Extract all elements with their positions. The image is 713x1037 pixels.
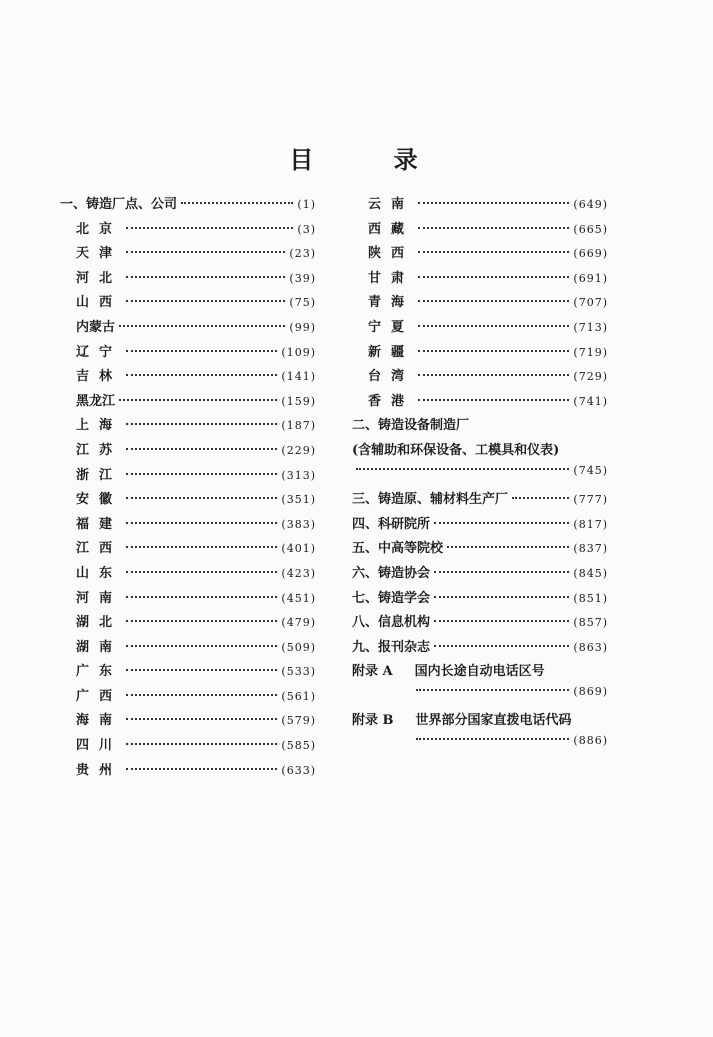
- toc-entry-page: (141): [281, 370, 316, 384]
- toc-entry-page: (509): [281, 640, 316, 654]
- toc-entry-page: (187): [281, 419, 316, 433]
- toc-entry[interactable]: [352, 562, 608, 587]
- leader-dots: [416, 738, 569, 740]
- toc-entry-name: 浙江: [76, 467, 123, 483]
- toc-entry[interactable]: [60, 414, 316, 439]
- leader-dots: [119, 399, 277, 401]
- toc-entry-page: (845): [573, 566, 608, 580]
- toc-entry-name: 河北: [76, 270, 123, 286]
- toc-entry[interactable]: [60, 390, 316, 415]
- leader-dots: [434, 645, 569, 647]
- toc-entry-page: (719): [573, 345, 608, 359]
- toc-entry-page: (585): [281, 739, 316, 753]
- toc-entry-name: 内蒙古: [76, 319, 116, 335]
- toc-entry[interactable]: [352, 537, 608, 562]
- toc-entry-page: (479): [281, 616, 316, 630]
- toc-entry[interactable]: [352, 267, 608, 292]
- toc-entry-page: (533): [281, 665, 316, 679]
- toc-entry-name: 陕西: [368, 246, 415, 262]
- toc-left-column: [60, 193, 316, 783]
- toc-entry-page: (713): [573, 320, 608, 334]
- toc-entry-page: (863): [573, 640, 608, 654]
- leader-dots: [418, 325, 569, 327]
- leader-dots: [416, 689, 569, 691]
- toc-entry-page: (741): [573, 394, 608, 408]
- toc-entry[interactable]: [60, 562, 316, 587]
- toc-entry-page: (99): [289, 320, 316, 334]
- toc-entry-page: (886): [573, 734, 608, 748]
- toc-entry[interactable]: [60, 488, 316, 513]
- toc-right-column: [352, 193, 608, 759]
- toc-entry-page: (857): [573, 616, 608, 630]
- toc-entry[interactable]: [60, 365, 316, 390]
- toc-entry[interactable]: [352, 218, 608, 243]
- toc-entry-appendix-b-page[interactable]: [352, 734, 608, 759]
- toc-entry[interactable]: [60, 660, 316, 685]
- toc-entry[interactable]: [60, 218, 316, 243]
- toc-entry[interactable]: [60, 341, 316, 366]
- leader-dots: [418, 374, 569, 376]
- toc-entry-section2-page[interactable]: [352, 464, 608, 489]
- toc-entry[interactable]: [352, 488, 608, 513]
- toc-entry-name: 新疆: [368, 344, 415, 360]
- toc-entry-page: (23): [289, 247, 316, 261]
- leader-dots: [418, 202, 569, 204]
- leader-dots: [126, 300, 285, 302]
- leader-dots: [356, 468, 569, 470]
- toc-entry-page: (451): [281, 591, 316, 605]
- leader-dots: [126, 350, 277, 352]
- toc-entry-appendix-b[interactable]: [352, 709, 608, 734]
- toc-entry-name: 北京: [76, 221, 123, 237]
- toc-entry-name: 六、铸造协会: [352, 565, 431, 581]
- toc-entry-page: (3): [297, 222, 316, 236]
- toc-entry-name: 福建: [76, 516, 123, 532]
- leader-dots: [126, 645, 277, 647]
- leader-dots: [126, 768, 277, 770]
- leader-dots: [126, 473, 277, 475]
- toc-entry-name: 台湾: [368, 369, 415, 385]
- toc-entry-name: 七、铸造学会: [352, 590, 431, 606]
- toc-entry[interactable]: [352, 242, 608, 267]
- toc-entry-name: 贵州: [76, 762, 123, 778]
- toc-entry-name: 一、铸造厂点、公司: [60, 197, 178, 212]
- toc-entry[interactable]: [60, 611, 316, 636]
- leader-dots: [418, 227, 569, 229]
- leader-dots: [126, 546, 277, 548]
- toc-entry[interactable]: [60, 513, 316, 538]
- toc-entry-page: (851): [573, 591, 608, 605]
- toc-entry-page: (869): [573, 684, 608, 698]
- toc-entry-name: 天津: [76, 246, 123, 262]
- toc-entry-name: 三、铸造原、辅材料生产厂: [352, 492, 509, 508]
- toc-entry-page: (669): [573, 247, 608, 261]
- toc-entry-name: 黑龙江: [76, 393, 116, 409]
- toc-entry-name: 湖北: [76, 615, 123, 631]
- toc-entry-name: 安徽: [76, 492, 123, 508]
- toc-entry-page: (229): [281, 443, 316, 457]
- leader-dots: [126, 251, 285, 253]
- toc-entry-name: 河南: [76, 590, 123, 606]
- toc-entry[interactable]: [352, 193, 608, 218]
- toc-entry[interactable]: [60, 685, 316, 710]
- toc-entry-name: 八、信息机构: [352, 615, 431, 631]
- toc-entry[interactable]: [352, 636, 608, 661]
- leader-dots: [418, 350, 569, 352]
- toc-entry-page: (39): [289, 271, 316, 285]
- leader-dots: [181, 202, 293, 204]
- toc-entry-name: 四川: [76, 738, 123, 754]
- toc-entry-name: 江西: [76, 541, 123, 557]
- toc-entry-name: 辽宁: [76, 344, 123, 360]
- toc-entry-name: 甘肃: [368, 270, 415, 286]
- toc-entry-page: (159): [281, 394, 316, 408]
- leader-dots: [418, 300, 569, 302]
- leader-dots: [126, 620, 277, 622]
- toc-entry-subtitle: (含辅助和环保设备、工模具和仪表): [352, 442, 560, 458]
- toc-entry[interactable]: [352, 513, 608, 538]
- appendix-title: 国内长途自动电话区号: [414, 664, 545, 680]
- leader-dots: [434, 620, 569, 622]
- toc-entry-name: 江苏: [76, 442, 123, 458]
- toc-entry-page: (579): [281, 714, 316, 728]
- toc-entry-name: 宁夏: [368, 319, 415, 335]
- leader-dots: [434, 571, 569, 573]
- toc-entry-page: (817): [573, 517, 608, 531]
- toc-entry-name: 西藏: [368, 221, 415, 237]
- toc-entry[interactable]: [60, 537, 316, 562]
- toc-entry[interactable]: [60, 759, 316, 784]
- appendix-title: 世界部分国家直拨电话代码: [415, 713, 572, 729]
- toc-entry[interactable]: [352, 365, 608, 390]
- leader-dots: [126, 374, 277, 376]
- toc-entry-name: 广西: [76, 688, 123, 704]
- toc-entry-page: (561): [281, 689, 316, 703]
- leader-dots: [126, 718, 277, 720]
- toc-entry-name: 二、铸造设备制造厂: [352, 418, 470, 434]
- toc-entry[interactable]: [60, 193, 316, 218]
- leader-dots: [126, 423, 277, 425]
- toc-entry[interactable]: [352, 291, 608, 316]
- toc-entry-page: (729): [573, 370, 608, 384]
- toc-entry-name: 山西: [76, 295, 123, 311]
- leader-dots: [126, 448, 277, 450]
- toc-entry-page: (75): [289, 296, 316, 310]
- leader-dots: [126, 694, 277, 696]
- toc-entry-page: (401): [281, 542, 316, 556]
- leader-dots: [434, 522, 569, 524]
- toc-entry[interactable]: [60, 291, 316, 316]
- toc-entry[interactable]: [352, 611, 608, 636]
- toc-entry-page: (423): [281, 566, 316, 580]
- toc-entry-name: 海南: [76, 713, 123, 729]
- toc-entry[interactable]: [60, 267, 316, 292]
- toc-entry-page: (837): [573, 542, 608, 556]
- toc-entry-page: (1): [297, 198, 316, 211]
- toc-entry-appendix-a-page[interactable]: [352, 685, 608, 710]
- leader-dots: [119, 325, 285, 327]
- leader-dots: [418, 276, 569, 278]
- toc-entry[interactable]: [352, 316, 608, 341]
- toc-entry[interactable]: [60, 464, 316, 489]
- leader-dots: [418, 399, 569, 401]
- toc-entry[interactable]: [60, 242, 316, 267]
- leader-dots: [126, 522, 277, 524]
- toc-entry[interactable]: [352, 341, 608, 366]
- toc-entry[interactable]: [352, 390, 608, 415]
- leader-dots: [126, 227, 293, 229]
- toc-entry-page: (383): [281, 517, 316, 531]
- leader-dots: [434, 596, 569, 598]
- page-title: 目 录: [289, 145, 454, 174]
- toc-entry[interactable]: [60, 636, 316, 661]
- toc-entry-name: 广东: [76, 664, 123, 680]
- appendix-label: 附录 B: [352, 713, 394, 729]
- toc-entry-page: (707): [573, 296, 608, 310]
- leader-dots: [512, 497, 569, 499]
- toc-entry-section2-sub: [352, 439, 608, 464]
- toc-entry-page: (691): [573, 271, 608, 285]
- toc-entry[interactable]: [60, 709, 316, 734]
- toc-entry-appendix-a[interactable]: [352, 660, 608, 685]
- toc-entry-name: 吉林: [76, 369, 123, 385]
- toc-entry[interactable]: [60, 734, 316, 759]
- toc-entry-page: (351): [281, 493, 316, 507]
- toc-entry-page: (633): [281, 763, 316, 777]
- toc-entry-name: 上海: [76, 418, 123, 434]
- leader-dots: [418, 251, 569, 253]
- toc-entry[interactable]: [60, 316, 316, 341]
- toc-entry-page: (649): [573, 198, 608, 211]
- leader-dots: [126, 743, 277, 745]
- toc-entry[interactable]: [60, 439, 316, 464]
- toc-entry-page: (665): [573, 222, 608, 236]
- leader-dots: [126, 276, 285, 278]
- toc-entry-name: 湖南: [76, 639, 123, 655]
- toc-entry-section2[interactable]: [352, 414, 608, 439]
- leader-dots: [447, 546, 569, 548]
- toc-entry-name: 香港: [368, 393, 415, 409]
- leader-dots: [126, 497, 277, 499]
- toc-entry-name: 五、中高等院校: [352, 541, 444, 557]
- appendix-label: 附录 A: [352, 664, 393, 680]
- toc-entry-page: (313): [281, 468, 316, 482]
- toc-entry-page: (745): [573, 463, 608, 477]
- toc-entry-name: 青海: [368, 295, 415, 311]
- toc-entry[interactable]: [60, 587, 316, 612]
- toc-entry-name: 四、科研院所: [352, 516, 431, 532]
- toc-entry-name: 九、报刊杂志: [352, 639, 431, 655]
- leader-dots: [126, 596, 277, 598]
- leader-dots: [126, 571, 277, 573]
- leader-dots: [126, 669, 277, 671]
- toc-entry-name: 云南: [368, 197, 415, 212]
- toc-entry-name: 山东: [76, 565, 123, 581]
- toc-entry-page: (109): [281, 345, 316, 359]
- toc-entry[interactable]: [352, 587, 608, 612]
- toc-entry-page: (777): [573, 493, 608, 507]
